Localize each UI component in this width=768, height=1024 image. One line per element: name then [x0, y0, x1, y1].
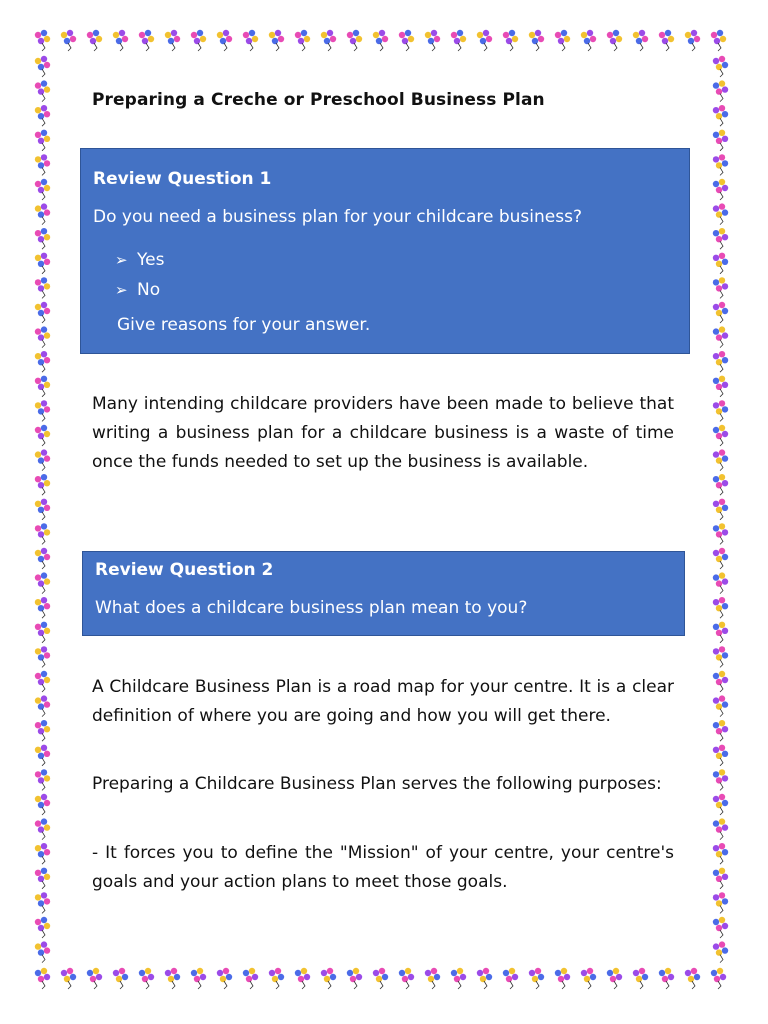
paragraph-mission: - It forces you to define the "Mission" of your centre, your centre's goals and your action plans to meet those goals.	[92, 843, 674, 892]
arrow-bullet-icon: ➢	[115, 251, 128, 269]
option-label: Yes	[137, 250, 165, 270]
review-question-1-box	[80, 148, 690, 354]
paragraph-purposes: Preparing a Childcare Business Plan serves the following purposes:	[92, 774, 662, 794]
option-item	[115, 245, 164, 275]
paragraph-road-map: A Childcare Business Plan is a road map for your centre. It is a clear definition of where you are going and how you will get there.	[92, 677, 674, 726]
review-question-1-text: Do you need a business plan for your childcare business?	[93, 207, 582, 227]
review-question-1-heading: Review Question 1	[93, 169, 272, 189]
option-item	[115, 275, 164, 305]
review-question-2-box	[82, 551, 685, 636]
review-question-2-heading: Review Question 2	[95, 560, 274, 580]
answer-options	[115, 245, 164, 305]
page-title: Preparing a Creche or Preschool Business Plan	[92, 90, 545, 110]
review-question-2-text: What does a childcare business plan mean to you?	[95, 598, 528, 618]
paragraph-intending-providers: Many intending childcare providers have been made to believe that writing a business plan for a childcare business is a waste of time once the funds needed to set up the business is available.	[92, 394, 674, 472]
review-question-1-instruction: Give reasons for your answer.	[117, 315, 371, 335]
arrow-bullet-icon: ➢	[115, 281, 128, 299]
option-label: No	[137, 280, 161, 300]
